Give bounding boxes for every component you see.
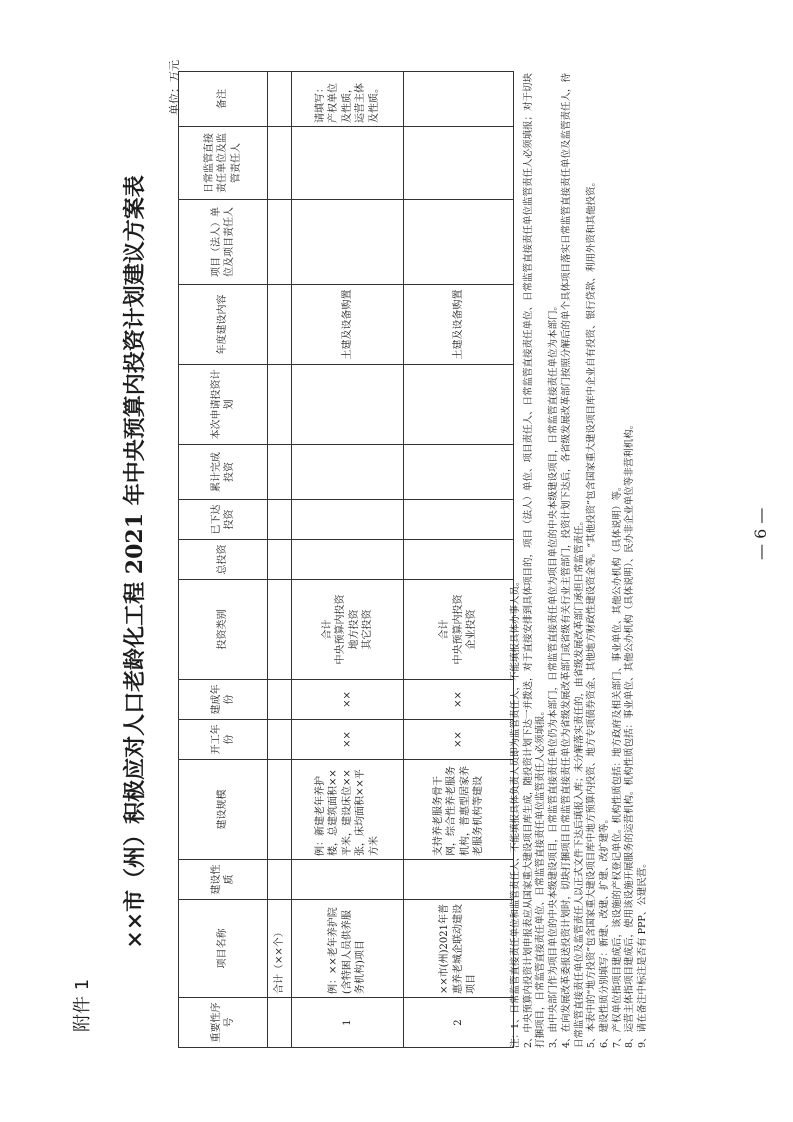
footnote: 9、请在备注中标注是否有 PPP、公建民营。: [637, 858, 649, 1048]
category-total: 合计: [439, 619, 451, 640]
unit-label: 单位：万元: [168, 60, 181, 115]
completion-year: ××: [292, 680, 404, 720]
category-total: 合计: [321, 619, 333, 640]
footnote: 2、中央预算内投资计划申报表应从国家重大建设项目库生成，随投资计划下达一并拨送，对于直接安排到具体项目的，项目（法人）单位、项目责任人、日常监管直接责任单位、日常监管直接责任单位监管责任人必须填报；对于切块打捆项目，日常监管直接责任单位、日常监管直接责任单位监管责任人必须填报。: [522, 72, 547, 1048]
investment-plan-table: [178, 71, 514, 1048]
total-label: 合计（××个）: [268, 900, 292, 998]
category-local: 地方投资: [348, 609, 360, 650]
construction-scale: 支持养老服务骨干网，综合性养老服务机构，普惠型居家养老服务机构等建设: [404, 760, 514, 860]
table-row: [292, 72, 404, 1048]
footnote: 4、在向发展改革委报送投资计划时，切块打捆项目日常监管直接责任单位为省级发展改革部门或省级有关行业主管部门，投资计划下达后，各省级发展改革部门按照分解后的单个具体项目落实日常监管直接责任单位及监管责任人，待日常监管直接责任单位及监管责任人以正式文件下达后填报入库；未分解落实责任的，由省级发展改革部门承担日常监管责任。: [560, 72, 585, 1048]
header-cell: 重要性序号: [179, 998, 268, 1048]
header-cell: 总投资: [179, 540, 268, 580]
header-cell: 年度建设内容: [179, 285, 268, 365]
start-year: ××: [404, 720, 514, 760]
category-central: 中央预算内投资: [335, 594, 346, 665]
header-cell: 本次申请投资计划: [179, 365, 268, 445]
header-cell: 开工年份: [179, 720, 268, 760]
row-seq: 1: [292, 998, 404, 1048]
table-row: [404, 72, 514, 1048]
construction-scale: 例：新建老年养护楼，总建筑面积××平米，建设床位××张，床均面积××平方米: [292, 760, 404, 860]
total-row: [268, 72, 292, 1048]
category-other: 其它投资: [362, 609, 373, 650]
project-name: 例：××老年养护院(含特困人员供养服务机构)项目: [292, 900, 404, 998]
page-number: — 6 —: [751, 507, 770, 560]
footnote: 8、运营主体指项目建成后，使用该设施开展服务的运营机构。机构性质包括：事业单位、其他公办机构（具体说明）、民办非企业单位等非营利机构。: [624, 419, 636, 1048]
attachment-label: 附件 1: [72, 978, 93, 1032]
annual-content: 土建及设备购置: [404, 285, 514, 365]
remark: 请填写：产权单位及性质，运营主体及性质。: [292, 72, 404, 127]
footnotes: [510, 72, 650, 1048]
row-seq: 2: [404, 998, 514, 1048]
category-central: 中央预算内投资: [452, 594, 464, 665]
start-year: ××: [292, 720, 404, 760]
footnote: 6、建设性质分别填写：新建、改建、扩建、改扩建等。: [599, 813, 611, 1048]
footnote: 注：1、日常监管直接责任单位和监管责任人、不能填报具体负责人员即为监管责任人，不能填报具体办事人员。: [510, 576, 521, 1048]
investment-category: [292, 580, 404, 680]
header-row: [179, 72, 268, 1048]
header-cell: 建成年份: [179, 680, 268, 720]
annual-content: 土建及设备购置: [292, 285, 404, 365]
header-cell: 建设性质: [179, 860, 268, 900]
header-cell: 已下达投资: [179, 500, 268, 540]
completion-year: ××: [404, 680, 514, 720]
header-cell: 投资类别: [179, 580, 268, 680]
header-cell: 项目名称: [179, 900, 268, 998]
footnote: 3、由中央部门作为项目单位的中央本级建设项目，日常监管直接责任单位仍为本部门，日常监管直接责任单位为项目单位的中央本级建设项目，日常监管直接责任单位为本部门。: [548, 300, 560, 1048]
footnote: 5、本表中的“地方投资”包含国家重大建设项目库中地方预算内投资、地方专项债券资金、其他地方财政性建设资金等。“其他投资”包含国家重大建设项目库中企业自有投资、银行贷款、利用外资和其他投资。: [586, 177, 598, 1048]
investment-category: [404, 580, 514, 680]
header-cell: 日常监管直接责任单位及监管责任人: [179, 127, 268, 200]
footnote: 7、产权单位指项目建成后，该设施的产权登记单位。机构性质包括：地方政府及相关部门、事业单位、其他公办机构（具体说明）等。: [611, 481, 623, 1048]
project-name: ××市(州)2021年普惠养老城企联动建设项目: [404, 900, 514, 998]
header-cell: 备注: [179, 72, 268, 127]
header-cell: 建设规模: [179, 760, 268, 860]
category-enterprise: 企业投资: [466, 609, 478, 650]
header-cell: 项目（法人）单位及项目责任人: [179, 200, 268, 285]
header-cell: 累计完成投资: [179, 445, 268, 500]
document-title: ××市（州）积极应对人口老龄化工程 2021 年中央预算内投资计划建议方案表: [122, 175, 148, 949]
